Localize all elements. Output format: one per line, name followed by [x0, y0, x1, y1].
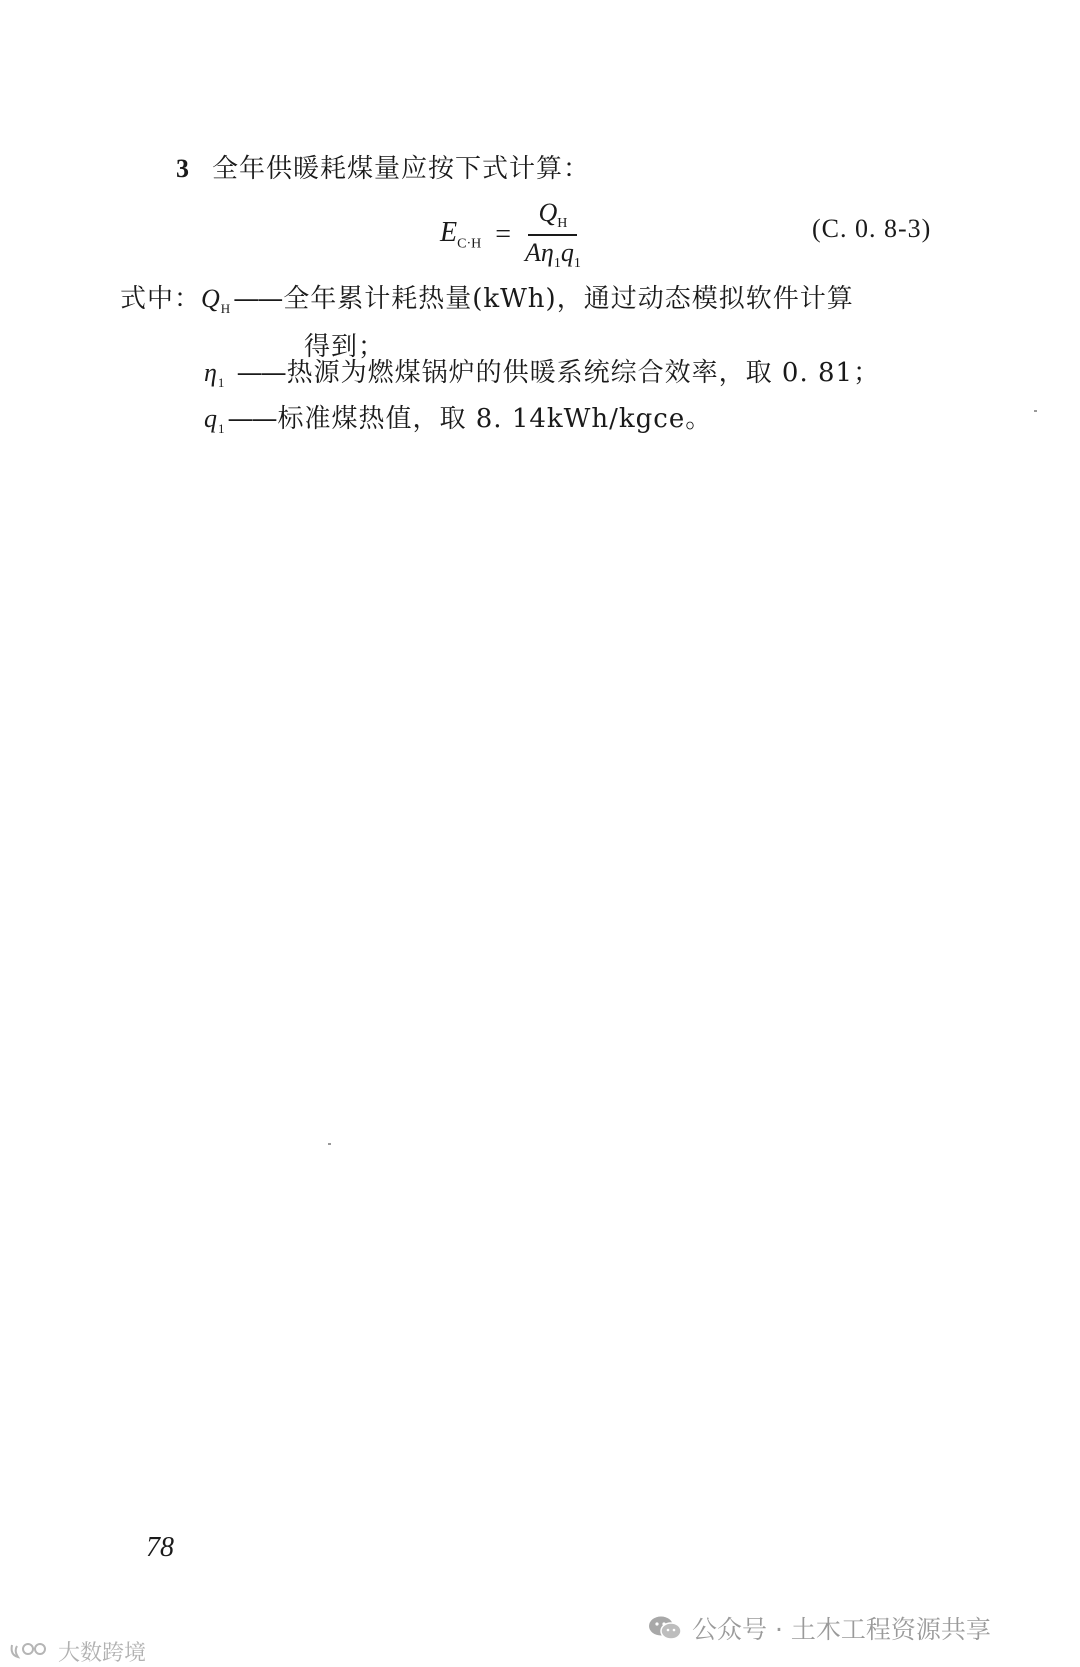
formula-equals: =: [495, 219, 512, 250]
formula-numerator: $Q_H$: [528, 198, 577, 236]
definition-text: 标准煤热值，取 8. 14kWh/kgce。: [277, 404, 713, 434]
definitions-intro: 式中：: [120, 284, 202, 314]
page-number: 78: [146, 1532, 174, 1563]
definition-symbol: $\eta_1$: [204, 358, 226, 391]
definition-qh: [120, 278, 854, 317]
watermark-brand: [8, 1636, 146, 1667]
formula-denominator: $A\eta_1q_1$: [525, 238, 581, 272]
definition-text: 全年累计耗热量(kWh)，通过动态模拟软件计算: [283, 284, 854, 314]
definition-symbol: $Q_H$: [201, 284, 232, 317]
definition-qh-continuation: 得到；: [304, 332, 386, 362]
watermark-left-text: 大数跨境: [58, 1641, 147, 1666]
definition-dash: ——: [233, 284, 282, 314]
formula: [440, 197, 581, 272]
definition-symbol: $q_1$: [204, 404, 226, 437]
definition-dash: ——: [236, 358, 285, 388]
brand-logo-icon: [8, 1641, 52, 1663]
watermark-wechat: [648, 1610, 991, 1646]
watermark-right-text: 公众号 · 土木工程资源共享: [692, 1615, 991, 1644]
formula-fraction: [525, 198, 581, 272]
definition-text: 热源为燃煤锅炉的供暖系统综合效率，取 0. 81；: [286, 358, 881, 388]
clause-heading: [176, 148, 590, 185]
wechat-icon: [648, 1615, 682, 1641]
definition-dash: ——: [227, 404, 276, 434]
clause-number: 3: [176, 154, 190, 183]
scan-speck: [1034, 410, 1037, 412]
equation-number: (C. 0. 8-3): [812, 214, 932, 243]
clause-text: 全年供暖耗煤量应按下式计算：: [212, 154, 591, 184]
definition-eta1: [204, 352, 880, 391]
scan-speck: [328, 1143, 331, 1145]
formula-lhs: $E_{C\cdot H}$: [440, 217, 482, 252]
definition-q1: [204, 398, 712, 437]
